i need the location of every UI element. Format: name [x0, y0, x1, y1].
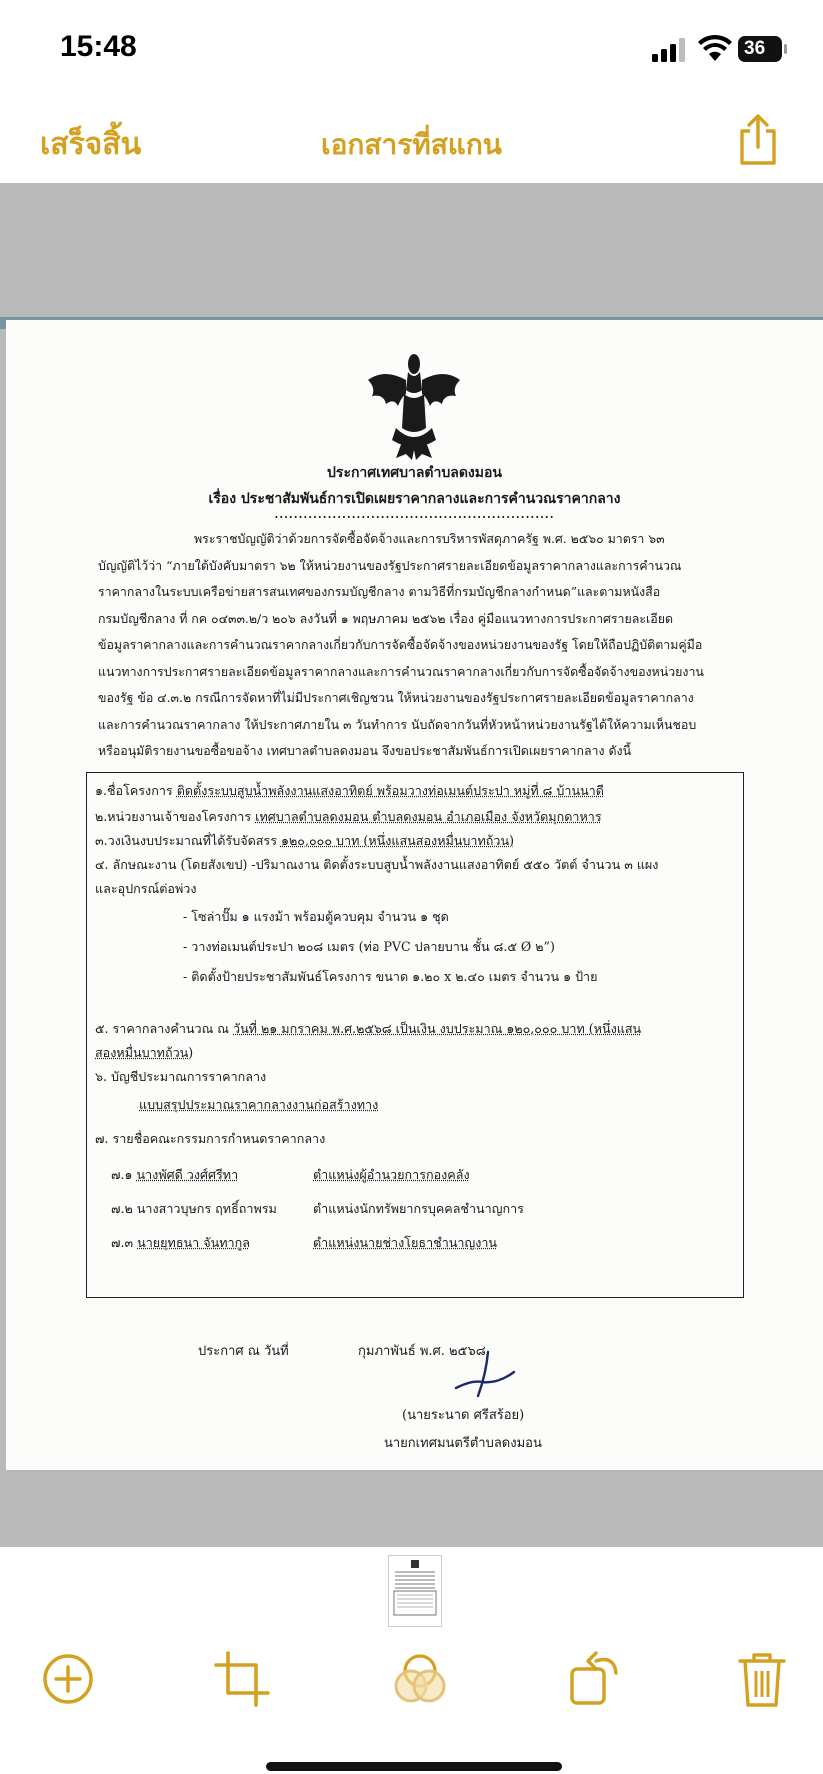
add-icon[interactable]	[38, 1649, 98, 1709]
estimate-label: ๖. บัญชีประมาณการราคากลาง	[95, 1069, 267, 1084]
intro-line: และการคำนวณราคากลาง ให้ประกาศภายใน ๓ วันทำการ นับถัดจากวันที่หัวหน้าหน่วยงานรัฐได้ให้ความเห็นชอบ	[98, 716, 697, 732]
heading-dotted-rule: ..........................................................	[274, 508, 555, 521]
committee-no: ๗.๑	[111, 1167, 133, 1182]
budget-row	[95, 831, 514, 851]
battery-icon	[738, 36, 788, 62]
committee-name: นายยุทธนา จันทากูล	[137, 1235, 250, 1250]
project-owner-label: ๒.หน่วยงานเจ้าของโครงการ	[95, 809, 252, 824]
status-bar	[0, 0, 823, 95]
work-description-line: ๔. ลักษณะงาน (โดยสังเขป) -ปริมาณงาน ติดตั้งระบบสูบน้ำพลังงานแสงอาทิตย์ ๕๕๐ วัตต์ จำนวน ๓ แผง	[95, 857, 659, 872]
wifi-icon	[698, 34, 732, 62]
project-name-value: ติดตั้งระบบสูบน้ำพลังงานแสงอาทิตย์ พร้อมวางท่อเมนต์ประปา หมู่ที่ ๘ บ้านนาดี	[176, 783, 604, 798]
filter-icon[interactable]	[390, 1649, 450, 1709]
reference-price-value: วันที่ ๒๑ มกราคม พ.ศ.๒๕๖๘ เป็นเงิน งบประมาณ ๑๒๐,๐๐๐ บาท (หนึ่งแสน	[233, 1021, 642, 1036]
committee-name: นางสาวบุษกร ฤทธิ์ถาพรม	[136, 1201, 277, 1216]
project-name-row	[95, 781, 604, 801]
signature-mark	[448, 1350, 518, 1398]
project-owner-row	[95, 807, 602, 827]
reference-price-value-cont: สองหมื่นบาทถ้วน)	[95, 1045, 194, 1060]
committee-no: ๗.๓	[111, 1235, 134, 1250]
project-owner-value: เทศบาลตำบลดงมอน ตำบลดงมอน อำเภอเมือง จังหวัดมุกดาหาร	[255, 809, 602, 824]
budget-label: ๓.วงเงินงบประมาณที่ได้รับจัดสรร	[95, 833, 277, 848]
done-button[interactable]: เสร็จสิ้น	[40, 127, 142, 162]
project-details-box	[86, 772, 744, 1298]
intro-line: ของรัฐ ข้อ ๔.๓.๒ กรณีการจัดหาที่ไม่มีประกาศเชิญชวน ให้หน่วยงานของรัฐประกาศรายละเอียดข้อมูลราคากลาง	[98, 690, 694, 705]
navigation-bar	[0, 95, 823, 183]
work-sub-item: - วางท่อเมนต์ประปา ๒๐๘ เมตร (ท่อ PVC ปลายบาน ชั้น ๘.๕ Ø ๒”)	[183, 939, 555, 954]
intro-line: พระราชบัญญัติว่าด้วยการจัดซื้อจัดจ้างและการบริหารพัสดุภาครัฐ พ.ศ. ๒๕๖๐ มาตรา ๖๓	[194, 531, 665, 546]
intro-line: แนวทางการประกาศรายละเอียดข้อมูลราคากลางและการคำนวณราคากลางเกี่ยวกับการจัดซื้อจัดจ้างของหน่วยงาน	[98, 663, 704, 679]
committee-no: ๗.๒	[111, 1201, 133, 1216]
committee-position: ตำแหน่งนักทรัพยากรบุคคลชำนาญการ	[313, 1201, 524, 1216]
work-description-line: และอุปกรณ์ต่อพ่วง	[95, 881, 197, 896]
work-sub-item: - โซล่าปั๊ม ๑ แรงม้า พร้อมตู้ควบคุม จำนวน ๑ ชุด	[183, 909, 449, 924]
committee-name: นางพัศดี วงศ์ศรีทา	[136, 1167, 239, 1182]
signer-name: (นายระนาด ศรีสร้อย)	[402, 1408, 525, 1423]
document-intro-paragraph	[98, 526, 748, 765]
signer-title: นายกเทศมนตรีตำบลดงมอน	[384, 1436, 542, 1451]
project-name-label: ๑.ชื่อโครงการ	[95, 783, 173, 798]
budget-value: ๑๒๐,๐๐๐ บาท (หนึ่งแสนสองหมื่นบาทถ้วน)	[280, 833, 514, 848]
intro-line: ข้อมูลราคากลางและการคำนวณราคากลางเกี่ยวกับการจัดซื้อจัดจ้างของหน่วยงานของรัฐ โดยให้ถือปฏิบัติตามคู่มือ	[98, 637, 703, 652]
rotate-icon[interactable]	[566, 1649, 626, 1709]
intro-line: กรมบัญชีกลาง ที่ กค ๐๔๓๓.๒/ว ๒๐๖ ลงวันที่ ๑ พฤษภาคม ๒๕๖๒ เรื่อง คู่มือแนวทางการประกาศรายละเอียด	[98, 610, 674, 626]
document-heading-subject: เรื่อง ประชาสัมพันธ์การเปิดเผยราคากลางและการคำนวณราคากลาง	[208, 491, 621, 507]
committee-member-row	[111, 1165, 238, 1185]
home-indicator[interactable]	[266, 1762, 562, 1771]
share-icon[interactable]	[736, 113, 780, 167]
committee-member-row	[111, 1233, 250, 1253]
cellular-signal-icon	[652, 38, 686, 62]
reference-price-row	[95, 1019, 641, 1039]
committee-position: ตำแหน่งนายช่างโยธาชำนาญงาน	[313, 1235, 498, 1250]
committee-position: ตำแหน่งผู้อำนวยการกองคลัง	[313, 1167, 470, 1182]
estimate-value: แบบสรุปประมาณราคากลางงานก่อสร้างทาง	[139, 1097, 379, 1112]
scanned-document-page	[6, 320, 823, 1470]
announce-date-label: ประกาศ ณ วันที่	[198, 1344, 289, 1359]
reference-price-label: ๕. ราคากลางคำนวณ ณ	[95, 1021, 229, 1036]
document-heading-issuer: ประกาศเทศบาลตำบลดงมอน	[327, 465, 502, 481]
page-thumbnail[interactable]	[388, 1555, 442, 1627]
status-time: 15:48	[60, 30, 137, 63]
work-sub-item: - ติดตั้งป้ายประชาสัมพันธ์โครงการ ขนาด ๑.๒๐ x ๒.๔๐ เมตร จำนวน ๑ ป้าย	[183, 969, 598, 984]
bottom-toolbar	[0, 1637, 823, 1774]
battery-level: 36	[744, 38, 766, 59]
garuda-emblem-icon	[366, 350, 462, 460]
trash-icon[interactable]	[732, 1649, 792, 1709]
intro-line: บัญญัติไว้ว่า “ภายใต้บังคับมาตรา ๖๒ ให้หน่วยงานของรัฐประกาศรายละเอียดข้อมูลราคากลางและการคำนวณ	[98, 557, 682, 573]
announce-date: กุมภาพันธ์ พ.ศ. ๒๕๖๘	[358, 1344, 486, 1359]
page-thumbnail-strip	[0, 1547, 823, 1637]
committee-member-row	[111, 1199, 277, 1219]
page-title: เอกสารที่สแกน	[321, 128, 502, 161]
crop-icon[interactable]	[212, 1649, 272, 1709]
committee-label: ๗. รายชื่อคณะกรรมการกำหนดราคากลาง	[95, 1131, 326, 1146]
intro-line: หรืออนุมัติรายงานขอซื้อขอจ้าง เทศบาลตำบลดงมอน จึงขอประชาสัมพันธ์การเปิดเผยราคากลาง ดังนี้	[98, 743, 632, 758]
intro-line: ราคากลางในระบบเครือข่ายสารสนเทศของกรมบัญชีกลาง ตามวิธีที่กรมบัญชีกลางกำหนด”และตามหนังสือ	[98, 584, 661, 599]
